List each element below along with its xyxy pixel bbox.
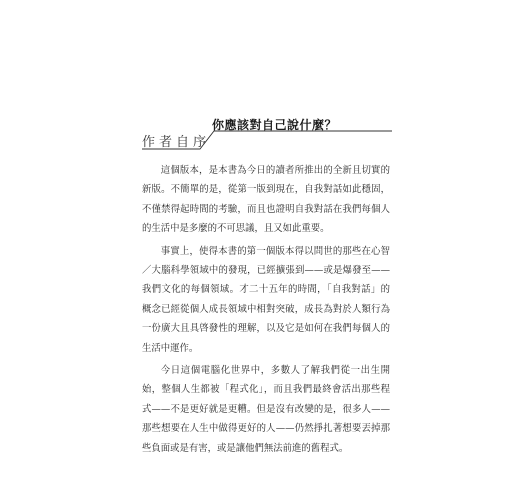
header-rule-stroke bbox=[142, 131, 392, 149]
section-header bbox=[142, 129, 392, 151]
paragraph-2: 事實上，使得本書的第一個版本得以問世的那些在心智／大腦科學領域中的發現，已經擴張到——或是爆發至——我們文化的每個領域。才二十五年的時間，「自我對話」的概念已經從個人成長領域中相對突破，成長為對於人類行為一份廣大且具啓發性的理解，以及它是如何在我們每個人的生活中運作。 bbox=[142, 245, 390, 354]
header-rule bbox=[142, 129, 392, 151]
paragraph-1: 這個版本，是本書為今日的讀者所推出的全新且切實的新版。不簡單的是，從第一版到現在，自我對話如此穩固，不僅禁得起時間的考驗，而且也證明自我對話在我們每個人的生活中是多麼的不可思議，且又如此重要。 bbox=[142, 165, 390, 235]
paragraph-3: 今日這個電腦化世界中，多數人了解我們從一出生開始，整個人生都被「程式化」，而且我們最終會活出那些程式——不是更好就是更糟。但是沒有改變的是，很多人——那些想要在人生中做得更好的人——仍然掙扎著想要丟掉那些負面或是有害，或是讓他們無法前進的舊程式。 bbox=[142, 365, 390, 454]
section-label: 作者自序 bbox=[142, 135, 211, 150]
preface-body bbox=[142, 161, 390, 461]
book-title: 你應該對自己說什麼？ bbox=[212, 118, 338, 132]
